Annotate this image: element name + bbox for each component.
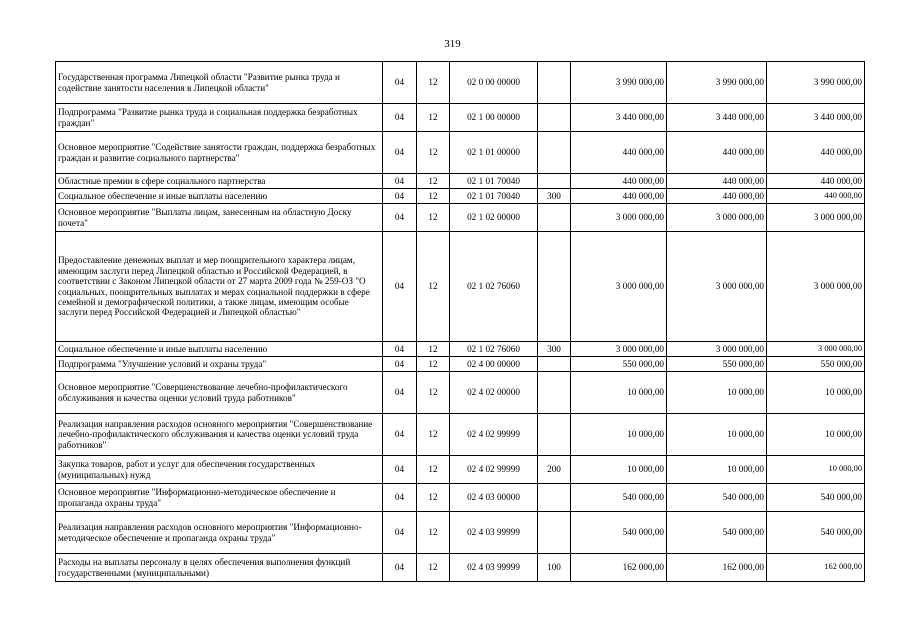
amount-3: 540 000,00: [767, 484, 865, 512]
target-code: 02 1 02 00000: [450, 204, 538, 232]
target-code: 02 1 00 00000: [450, 104, 538, 132]
amount-2: 540 000,00: [667, 512, 767, 554]
amount-3: 3 000 000,00: [767, 342, 865, 357]
expense-type: [538, 357, 571, 372]
row-name: Социальное обеспечение и иные выплаты населению: [56, 342, 383, 357]
row-name: Основное мероприятие "Выплаты лицам, занесенным на областную Доску почета": [56, 204, 383, 232]
amount-1: 3 000 000,00: [571, 204, 667, 232]
page-number: 319: [444, 38, 461, 50]
table-row: [56, 342, 865, 357]
row-name: Предоставление денежных выплат и мер поощрительного характера лицам, имеющим заслуги перед Липецкой областью и Российской Федерацией, в соответствии с Законом Липецкой области от 27 марта 2009 года № 259-ОЗ "О социальных, поощрительных выплатах и мерах социальной поддержки в сфере семейной и демографической политики, а также лицам, имеющим особые заслуги перед Российской Федерацией и Липецкой областью": [56, 232, 383, 342]
target-code: 02 1 02 76060: [450, 232, 538, 342]
section-code: 04: [383, 189, 417, 204]
amount-3: 3 000 000,00: [767, 204, 865, 232]
table-row: [56, 554, 865, 582]
row-name: Государственная программа Липецкой области "Развитие рынка труда и содействие занятости населения в Липецкой области": [56, 62, 383, 104]
section-code: 04: [383, 554, 417, 582]
amount-1: 440 000,00: [571, 189, 667, 204]
expense-type: [538, 232, 571, 342]
table-row: [56, 414, 865, 456]
expense-type: [538, 414, 571, 456]
amount-3: 10 000,00: [767, 372, 865, 414]
expense-type: [538, 512, 571, 554]
row-name: Основное мероприятие "Совершенствование лечебно-профилактического обслуживания и качества оценки условий труда работников": [56, 372, 383, 414]
amount-2: 3 440 000,00: [667, 104, 767, 132]
target-code: 02 4 02 99999: [450, 456, 538, 484]
amount-2: 3 990 000,00: [667, 62, 767, 104]
amount-1: 3 000 000,00: [571, 342, 667, 357]
amount-1: 440 000,00: [571, 174, 667, 189]
subsection-code: 12: [417, 372, 450, 414]
amount-1: 3 000 000,00: [571, 232, 667, 342]
section-code: 04: [383, 62, 417, 104]
subsection-code: 12: [417, 484, 450, 512]
table-row: [56, 484, 865, 512]
section-code: 04: [383, 372, 417, 414]
amount-2: 10 000,00: [667, 456, 767, 484]
row-name: Областные премии в сфере социального партнерства: [56, 174, 383, 189]
target-code: 02 4 03 99999: [450, 554, 538, 582]
subsection-code: 12: [417, 189, 450, 204]
amount-2: 440 000,00: [667, 132, 767, 174]
expense-type: [538, 62, 571, 104]
subsection-code: 12: [417, 414, 450, 456]
amount-3: 440 000,00: [767, 189, 865, 204]
subsection-code: 12: [417, 104, 450, 132]
table-row: [56, 204, 865, 232]
amount-3: 162 000,00: [767, 554, 865, 582]
table-row: [56, 174, 865, 189]
subsection-code: 12: [417, 342, 450, 357]
row-name: Социальное обеспечение и иные выплаты населению: [56, 189, 383, 204]
target-code: 02 1 01 70040: [450, 174, 538, 189]
table-row: [56, 132, 865, 174]
table-row: [56, 62, 865, 104]
table-row: [56, 104, 865, 132]
amount-3: 10 000,00: [767, 414, 865, 456]
amount-3: 3 000 000,00: [767, 232, 865, 342]
amount-1: 550 000,00: [571, 357, 667, 372]
section-code: 04: [383, 512, 417, 554]
amount-2: 3 000 000,00: [667, 232, 767, 342]
amount-3: 440 000,00: [767, 174, 865, 189]
budget-table: [55, 61, 865, 582]
row-name: Расходы на выплаты персоналу в целях обеспечения выполнения функций государственными (муниципальными): [56, 554, 383, 582]
amount-1: 10 000,00: [571, 414, 667, 456]
section-code: 04: [383, 204, 417, 232]
expense-type: [538, 174, 571, 189]
section-code: 04: [383, 104, 417, 132]
amount-2: 10 000,00: [667, 372, 767, 414]
amount-3: 550 000,00: [767, 357, 865, 372]
target-code: 02 1 01 00000: [450, 132, 538, 174]
subsection-code: 12: [417, 512, 450, 554]
amount-2: 440 000,00: [667, 189, 767, 204]
row-name: Реализация направления расходов основного мероприятия "Информационно-методическое обеспечение и пропаганда охраны труда": [56, 512, 383, 554]
section-code: 04: [383, 132, 417, 174]
expense-type: [538, 372, 571, 414]
section-code: 04: [383, 342, 417, 357]
amount-2: 440 000,00: [667, 174, 767, 189]
amount-2: 162 000,00: [667, 554, 767, 582]
row-name: Подпрограмма "Развитие рынка труда и социальная поддержка безработных граждан": [56, 104, 383, 132]
subsection-code: 12: [417, 357, 450, 372]
amount-1: 3 440 000,00: [571, 104, 667, 132]
expense-type: [538, 484, 571, 512]
table-row: [56, 372, 865, 414]
target-code: 02 4 02 99999: [450, 414, 538, 456]
amount-3: 540 000,00: [767, 512, 865, 554]
amount-2: 10 000,00: [667, 414, 767, 456]
amount-3: 440 000,00: [767, 132, 865, 174]
amount-1: 3 990 000,00: [571, 62, 667, 104]
amount-2: 3 000 000,00: [667, 342, 767, 357]
expense-type: [538, 104, 571, 132]
expense-type: 100: [538, 554, 571, 582]
subsection-code: 12: [417, 174, 450, 189]
amount-1: 540 000,00: [571, 512, 667, 554]
target-code: 02 1 02 76060: [450, 342, 538, 357]
subsection-code: 12: [417, 554, 450, 582]
amount-2: 550 000,00: [667, 357, 767, 372]
subsection-code: 12: [417, 232, 450, 342]
amount-3: 3 440 000,00: [767, 104, 865, 132]
section-code: 04: [383, 357, 417, 372]
target-code: 02 4 02 00000: [450, 372, 538, 414]
row-name: Основное мероприятие "Содействие занятости граждан, поддержка безработных граждан и развитие социального партнерства": [56, 132, 383, 174]
amount-1: 540 000,00: [571, 484, 667, 512]
table-row: [56, 512, 865, 554]
expense-type: 300: [538, 189, 571, 204]
table-row: [56, 357, 865, 372]
row-name: Реализация направления расходов основного мероприятия "Совершенствование лечебно-профилактического обслуживания и качества оценки условий труда работников": [56, 414, 383, 456]
expense-type: 300: [538, 342, 571, 357]
section-code: 04: [383, 456, 417, 484]
row-name: Основное мероприятие "Информационно-методическое обеспечение и пропаганда охраны труда": [56, 484, 383, 512]
expense-type: 200: [538, 456, 571, 484]
row-name: Подпрограмма "Улучшение условий и охраны труда": [56, 357, 383, 372]
target-code: 02 0 00 00000: [450, 62, 538, 104]
amount-2: 3 000 000,00: [667, 204, 767, 232]
amount-3: 3 990 000,00: [767, 62, 865, 104]
amount-1: 440 000,00: [571, 132, 667, 174]
expense-type: [538, 132, 571, 174]
expense-type: [538, 204, 571, 232]
section-code: 04: [383, 484, 417, 512]
amount-1: 10 000,00: [571, 372, 667, 414]
target-code: 02 4 03 00000: [450, 484, 538, 512]
row-name: Закупка товаров, работ и услуг для обеспечения государственных (муниципальных) нужд: [56, 456, 383, 484]
table-row: [56, 189, 865, 204]
amount-1: 162 000,00: [571, 554, 667, 582]
amount-1: 10 000,00: [571, 456, 667, 484]
target-code: 02 4 03 99999: [450, 512, 538, 554]
amount-2: 540 000,00: [667, 484, 767, 512]
table-row: [56, 456, 865, 484]
section-code: 04: [383, 414, 417, 456]
table-row: [56, 232, 865, 342]
subsection-code: 12: [417, 132, 450, 174]
target-code: 02 1 01 70040: [450, 189, 538, 204]
subsection-code: 12: [417, 62, 450, 104]
section-code: 04: [383, 174, 417, 189]
section-code: 04: [383, 232, 417, 342]
target-code: 02 4 00 00000: [450, 357, 538, 372]
amount-3: 10 000,00: [767, 456, 865, 484]
subsection-code: 12: [417, 204, 450, 232]
subsection-code: 12: [417, 456, 450, 484]
